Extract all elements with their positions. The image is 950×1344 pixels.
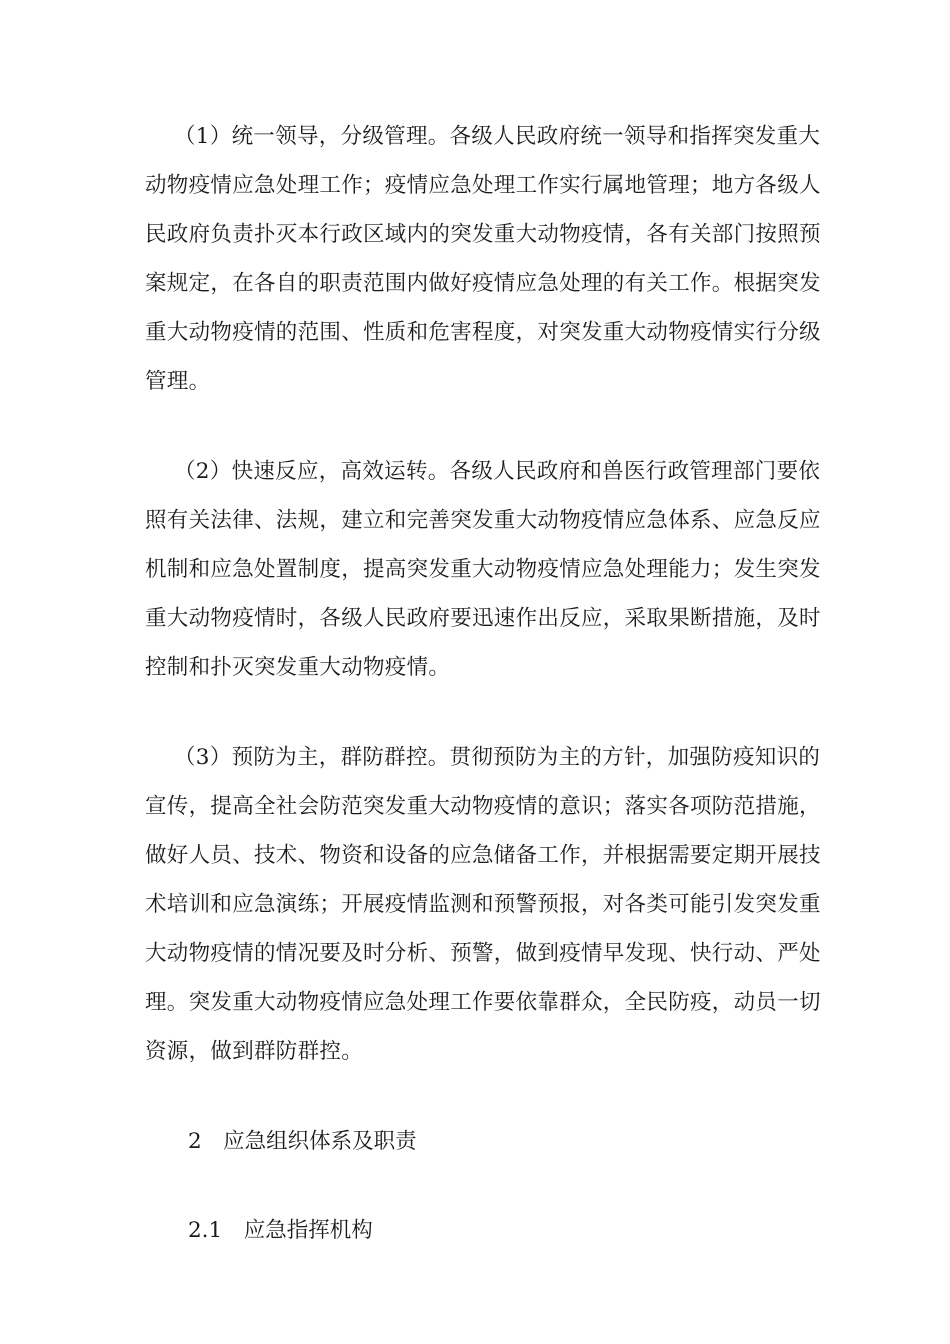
paragraph-line: 机制和应急处置制度，提高突发重大动物疫情应急处理能力；发生突发 (145, 557, 821, 582)
paragraph-line: 重大动物疫情时，各级人民政府要迅速作出反应，采取果断措施，及时 (145, 606, 821, 631)
document-body (145, 112, 821, 1255)
paragraph-line: 管理。 (145, 369, 211, 394)
paragraph-line: 照有关法律、法规，建立和完善突发重大动物疫情应急体系、应急反应 (145, 508, 821, 533)
paragraph-unified-leadership (145, 112, 821, 406)
paragraph-line: 理。突发重大动物疫情应急处理工作要依靠群众，全民防疫，动员一切 (145, 990, 821, 1015)
paragraph-rapid-response (145, 447, 821, 692)
paragraph-line: 做好人员、技术、物资和设备的应急储备工作，并根据需要定期开展技 (145, 843, 821, 868)
paragraph-line: 宣传，提高全社会防范突发重大动物疫情的意识；落实各项防范措施， (145, 794, 821, 819)
paragraph-prevention-first (145, 733, 821, 1076)
paragraph-line: （3）预防为主，群防群控。贯彻预防为主的方针，加强防疫知识的 (174, 745, 821, 770)
paragraph-line: 案规定，在各自的职责范围内做好疫情应急处理的有关工作。根据突发 (145, 271, 821, 296)
subsection-heading: 2.1 应急指挥机构 (188, 1218, 373, 1243)
paragraph-line: 控制和扑灭突发重大动物疫情。 (145, 655, 451, 680)
paragraph-line: 术培训和应急演练；开展疫情监测和预警预报，对各类可能引发突发重 (145, 892, 821, 917)
paragraph-line: 大动物疫情的情况要及时分析、预警，做到疫情早发现、快行动、严处 (145, 941, 821, 966)
section-heading: 2 应急组织体系及职责 (188, 1129, 417, 1154)
paragraph-line: 动物疫情应急处理工作；疫情应急处理工作实行属地管理；地方各级人 (145, 173, 821, 198)
paragraph-line: 民政府负责扑灭本行政区域内的突发重大动物疫情，各有关部门按照预 (145, 222, 821, 247)
paragraph-line: 资源，做到群防群控。 (145, 1039, 364, 1064)
paragraph-line: （2）快速反应，高效运转。各级人民政府和兽医行政管理部门要依 (174, 459, 821, 484)
paragraph-line: （1）统一领导，分级管理。各级人民政府统一领导和指挥突发重大 (174, 124, 821, 149)
paragraph-line: 重大动物疫情的范围、性质和危害程度，对突发重大动物疫情实行分级 (145, 320, 821, 345)
